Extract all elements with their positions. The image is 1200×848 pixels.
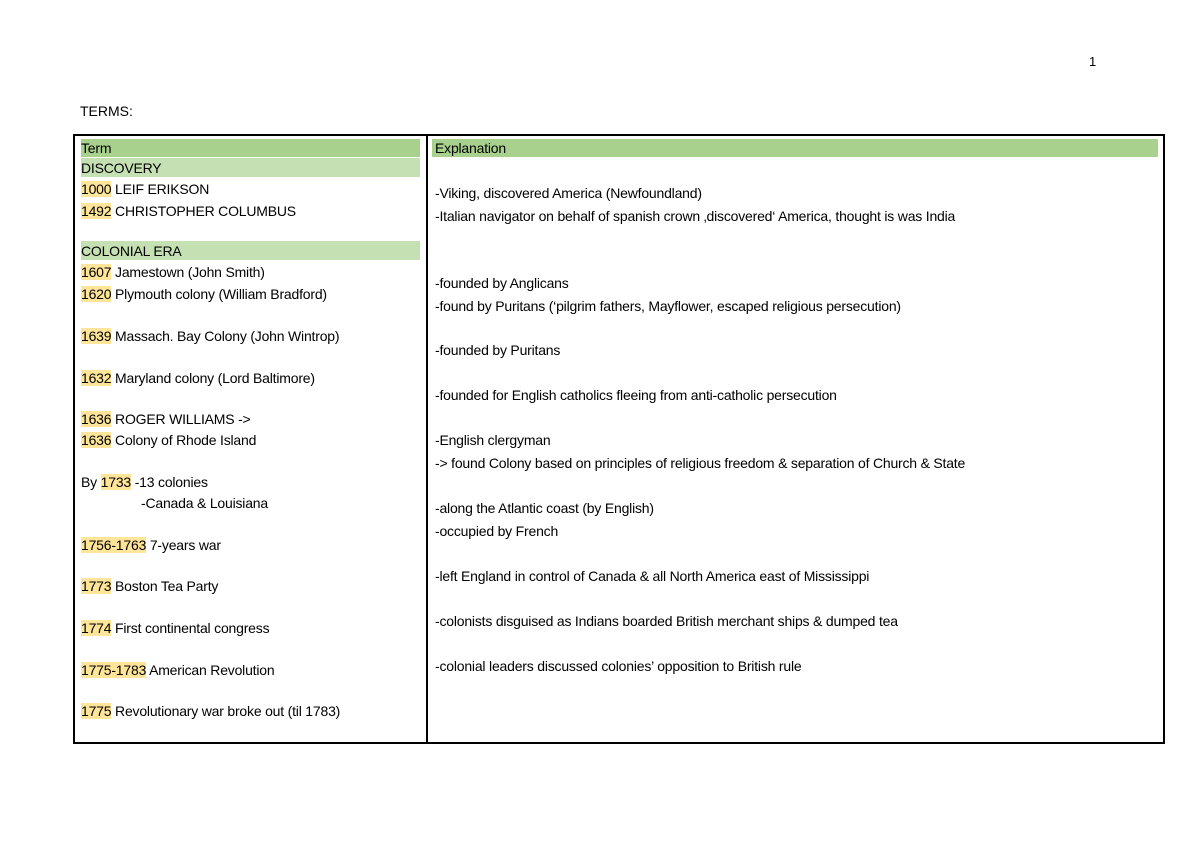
explanation-text: -Viking, discovered America (Newfoundland) [435,185,702,201]
category-discovery: DISCOVERY [81,160,162,176]
page-number: 1 [1089,54,1097,69]
term-row [81,473,208,491]
section-title: TERMS: [80,103,133,119]
term-text: CHRISTOPHER COLUMBUS [111,203,296,219]
year-highlight: 1775-1783 [81,662,147,678]
category-colonial-era: COLONIAL ERA [81,243,182,259]
term-row [81,577,218,595]
year-highlight: 1733 [100,474,131,490]
terms-table [73,134,1165,744]
term-column-header: Term [81,140,112,156]
explanation-text: -occupied by French [435,523,559,539]
term-row [81,431,256,449]
year-highlight: 1774 [81,620,112,636]
explanation-text: -founded by Anglicans [435,275,569,291]
term-row [81,619,269,637]
term-row [81,369,315,387]
term-text: ROGER WILLIAMS -> [111,411,251,427]
explanation-text: -> found Colony based on principles of religious freedom & separation of Church & State [435,455,966,471]
year-highlight: 1000 [81,181,112,197]
explanation-text: -along the Atlantic coast (by English) [435,500,654,516]
term-row [81,327,339,345]
term-text: Boston Tea Party [111,578,219,594]
term-row [81,180,209,198]
term-text: Maryland colony (Lord Baltimore) [111,370,315,386]
explanation-header-bg [432,139,1158,157]
year-highlight: 1636 [81,411,112,427]
term-row [81,410,251,428]
term-header-bg [81,139,420,157]
term-row [81,661,274,679]
year-highlight: 1607 [81,264,112,280]
explanation-text: -Italian navigator on behalf of spanish crown ‚discovered‘ America, thought is was India [435,208,956,224]
year-highlight: 1632 [81,370,112,386]
term-text: Colony of Rhode Island [111,432,257,448]
term-row [81,285,327,303]
year-highlight: 1620 [81,286,112,302]
explanation-text: -colonists disguised as Indians boarded British merchant ships & dumped tea [435,613,898,629]
term-text: American Revolution [146,662,275,678]
term-text: -13 colonies [131,474,208,490]
term-text: Revolutionary war broke out (til 1783) [111,703,341,719]
year-highlight: 1773 [81,578,112,594]
term-text: First continental congress [111,620,270,636]
explanation-text: -founded for English catholics fleeing from anti-catholic persecution [435,387,837,403]
column-divider [426,136,428,742]
term-text: 7-years war [146,537,221,553]
term-row [81,263,265,281]
explanation-text: -English clergyman [435,432,551,448]
term-prefix: By [81,474,101,490]
term-row [81,536,221,554]
term-text: -Canada & Louisiana [141,495,268,511]
term-row [81,702,340,720]
term-text: Jamestown (John Smith) [111,264,265,280]
year-highlight: 1756-1763 [81,537,147,553]
year-highlight: 1775 [81,703,112,719]
term-row [81,494,268,512]
year-highlight: 1636 [81,432,112,448]
term-text: LEIF ERIKSON [111,181,210,197]
explanation-text: -founded by Puritans [435,342,561,358]
term-text: Plymouth colony (William Bradford) [111,286,327,302]
term-text: Massach. Bay Colony (John Wintrop) [111,328,340,344]
explanation-column-header: Explanation [435,140,506,156]
explanation-text: -found by Puritans (‘pilgrim fathers, Mayflower, escaped religious persecution) [435,298,901,314]
explanation-text: -left England in control of Canada & all North America east of Mississippi [435,568,870,584]
explanation-text: -colonial leaders discussed colonies’ opposition to British rule [435,658,802,674]
year-highlight: 1492 [81,203,112,219]
year-highlight: 1639 [81,328,112,344]
term-row [81,202,296,220]
